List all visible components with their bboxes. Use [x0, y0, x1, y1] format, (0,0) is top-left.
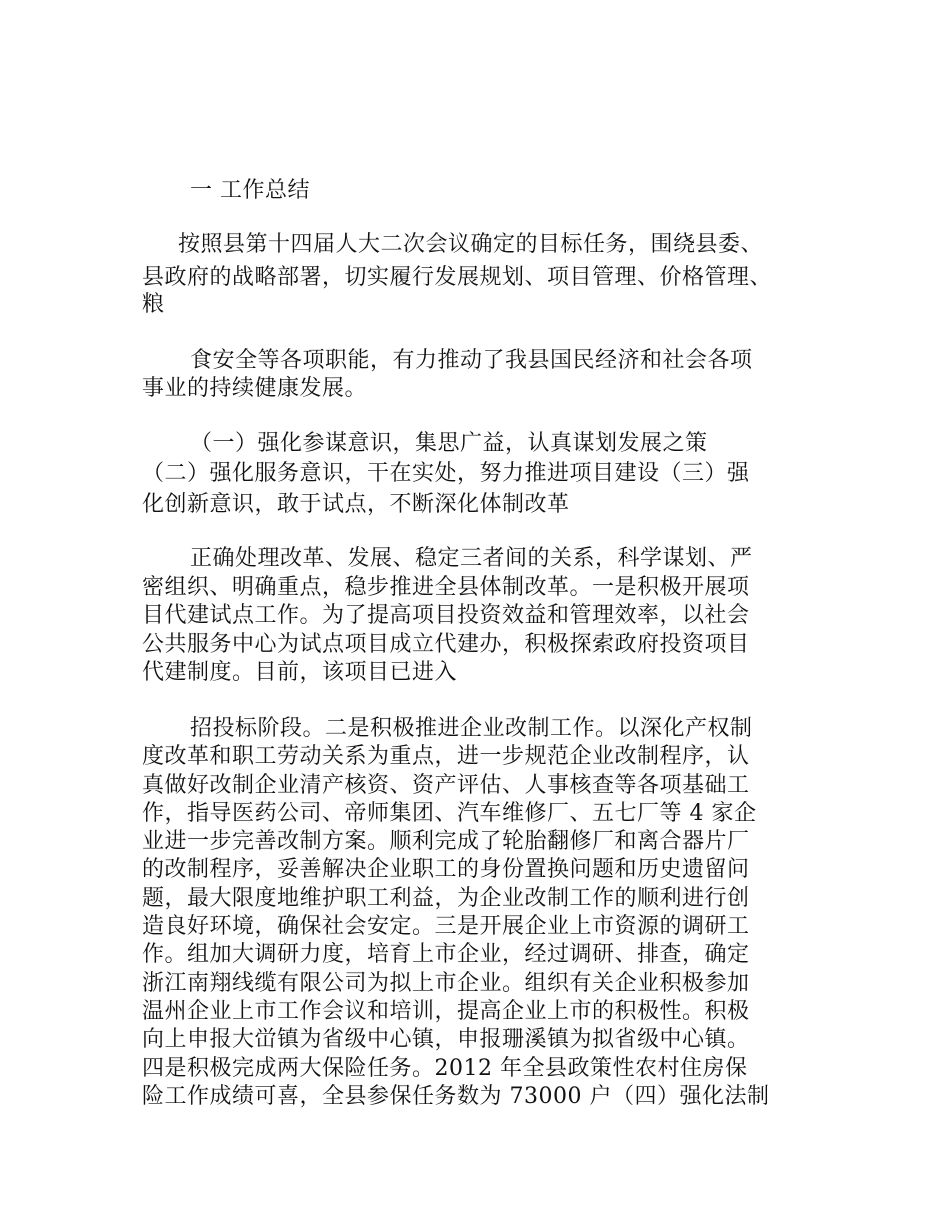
paragraph-1-line-1: 按照县第十四届人大二次会议确定的目标任务，围绕县委、 [178, 232, 764, 257]
paragraph-3-line-2: （二）强化服务意识，干在实处，努力推进项目建设（三）强 [142, 461, 750, 486]
paragraph-5-line-8: 造良好环境，确保社会安定。三是开展企业上市资源的调研工 [142, 914, 750, 939]
paragraph-5-line-11: 温州企业上市工作会议和培训，提高企业上市的积极性。积极 [142, 999, 750, 1024]
paragraph-5-line-9: 作。组加大调研力度，培育上市企业，经过调研、排查，确定 [142, 942, 750, 967]
paragraph-5-line-3: 真做好改制企业清产核资、资产评估、人事核查等各项基础工 [142, 773, 750, 798]
paragraph-5-line-4: 作，指导医药公司、帝师集团、汽车维修厂、五七厂等 4 家企 [142, 801, 757, 826]
paragraph-3-line-1: （一）强化参谋意识，集思广益，认真谋划发展之策 [190, 431, 708, 456]
paragraph-5-line-13: 四是积极完成两大保险任务。2012 年全县政策性农村住房保 [142, 1056, 748, 1081]
section-heading: 一 工作总结 [190, 178, 310, 203]
paragraph-5-line-10: 浙江南翔线缆有限公司为拟上市企业。组织有关企业积极参加 [142, 971, 750, 996]
paragraph-2-line-2: 事业的持续健康发展。 [142, 376, 368, 401]
paragraph-3-line-3: 化创新意识，敢于试点，不断深化体制改革 [142, 492, 570, 517]
paragraph-5-line-7: 题，最大限度地维护职工利益，为企业改制工作的顺利进行创 [142, 886, 750, 911]
paragraph-4-line-3: 目代建试点工作。为了提高项目投资效益和管理效率，以社会 [142, 603, 750, 628]
paragraph-1-line-2: 县政府的战略部署，切实履行发展规划、项目管理、价格管理、 [142, 265, 773, 290]
paragraph-5-line-6: 的改制程序，妥善解决企业职工的身份置换问题和历史遗留问 [142, 857, 750, 882]
paragraph-5-line-14: 险工作成绩可喜，全县参保任务数为 73000 户（四）强化法制 [142, 1084, 770, 1109]
paragraph-4-line-2: 密组织、明确重点，稳步推进全县体制改革。一是积极开展项 [142, 575, 750, 600]
paragraph-5-line-2: 度改革和职工劳动关系为重点，进一步规范企业改制程序，认 [142, 744, 750, 769]
paragraph-4-line-5: 代建制度。目前，该项目已进入 [142, 660, 458, 685]
paragraph-5-line-12: 向上申报大峃镇为省级中心镇，申报珊溪镇为拟省级中心镇。 [142, 1027, 750, 1052]
paragraph-2-line-1: 食安全等各项职能，有力推动了我县国民经济和社会各项 [190, 348, 753, 373]
paragraph-4-line-4: 公共服务中心为试点项目成立代建办，积极探索政府投资项目 [142, 632, 750, 657]
paragraph-1-line-3: 粮 [142, 292, 165, 317]
paragraph-5-line-5: 业进一步完善改制方案。顺利完成了轮胎翻修厂和离合器片厂 [142, 829, 750, 854]
paragraph-5-line-1: 招投标阶段。二是积极推进企业改制工作。以深化产权制 [190, 716, 753, 741]
paragraph-4-line-1: 正确处理改革、发展、稳定三者间的关系，科学谋划、严 [190, 546, 753, 571]
